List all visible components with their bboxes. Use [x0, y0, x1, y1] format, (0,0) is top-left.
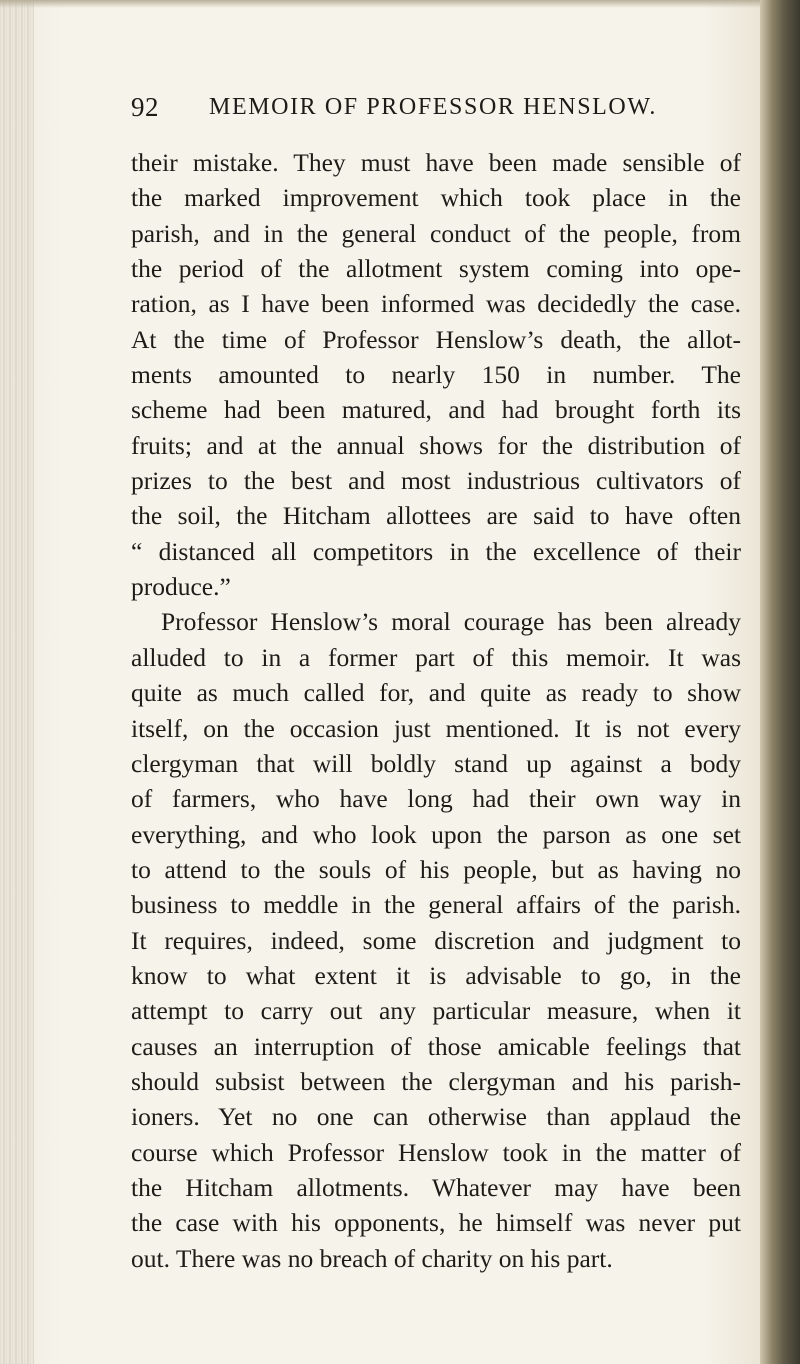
text-line: course which Professor Henslow took in the matter of	[131, 1137, 741, 1167]
page-edge	[760, 0, 800, 1364]
binding-gutter	[0, 0, 34, 1364]
text-line: their mistake. They must have been made sensible of	[131, 148, 741, 177]
text-line: business to meddle in the general affairs of the parish.	[131, 890, 741, 920]
text-line: ments amounted to nearly 150 in number. The	[131, 360, 741, 390]
text-line: ioners. Yet no one can otherwise than applaud the	[131, 1102, 741, 1132]
text-line: scheme had been matured, and had brought forth its	[131, 395, 741, 425]
running-head: MEMOIR OF PROFESSOR HENSLOW.	[209, 94, 657, 120]
page-number: 92	[131, 92, 159, 122]
text-line: the soil, the Hitcham allottees are said to have often	[131, 501, 741, 531]
text-line: itself, on the occasion just mentioned. It is not every	[131, 713, 741, 743]
text-line: know to what extent it is advisable to go, in the	[131, 960, 741, 990]
text-line: attempt to carry out any particular measure, when it	[131, 996, 741, 1026]
text-line: everything, and who look upon the parson as one set	[131, 819, 741, 849]
text-line-paragraph-start: Professor Henslow’s moral courage has been already	[161, 607, 741, 637]
body-text	[131, 145, 741, 1276]
text-line-paragraph-end: out. There was no breach of charity on his part.	[131, 1243, 613, 1273]
top-shadow	[0, 0, 800, 8]
text-line: “ distanced all competitors in the excellence of their	[131, 536, 741, 566]
text-line: the period of the allotment system coming into ope-	[131, 254, 741, 284]
text-line: alluded to in a former part of this memoir. It was	[131, 642, 741, 672]
text-line: parish, and in the general conduct of the people, from	[131, 218, 741, 248]
text-line: It requires, indeed, some discretion and judgment to	[131, 925, 741, 955]
text-line: ration, as I have been informed was decidedly the case.	[131, 289, 741, 319]
text-line-paragraph-end: produce.”	[131, 572, 231, 602]
text-line: prizes to the best and most industrious cultivators of	[131, 466, 741, 496]
text-line: the case with his opponents, he himself was never put	[131, 1208, 741, 1238]
text-line: of farmers, who have long had their own way in	[131, 784, 741, 814]
text-line: quite as much called for, and quite as ready to show	[131, 678, 741, 708]
text-line: should subsist between the clergyman and his parish-	[131, 1066, 741, 1096]
text-line: At the time of Professor Henslow’s death, the allot-	[131, 324, 741, 354]
text-line: to attend to the souls of his people, but as having no	[131, 854, 741, 884]
text-line: the Hitcham allotments. Whatever may have been	[131, 1172, 741, 1202]
text-line: causes an interruption of those amicable feelings that	[131, 1031, 741, 1061]
text-line: clergyman that will boldly stand up against a body	[131, 748, 741, 778]
page-header	[131, 92, 741, 132]
text-line: the marked improvement which took place in the	[131, 183, 741, 213]
text-line: fruits; and at the annual shows for the distribution of	[131, 430, 741, 460]
